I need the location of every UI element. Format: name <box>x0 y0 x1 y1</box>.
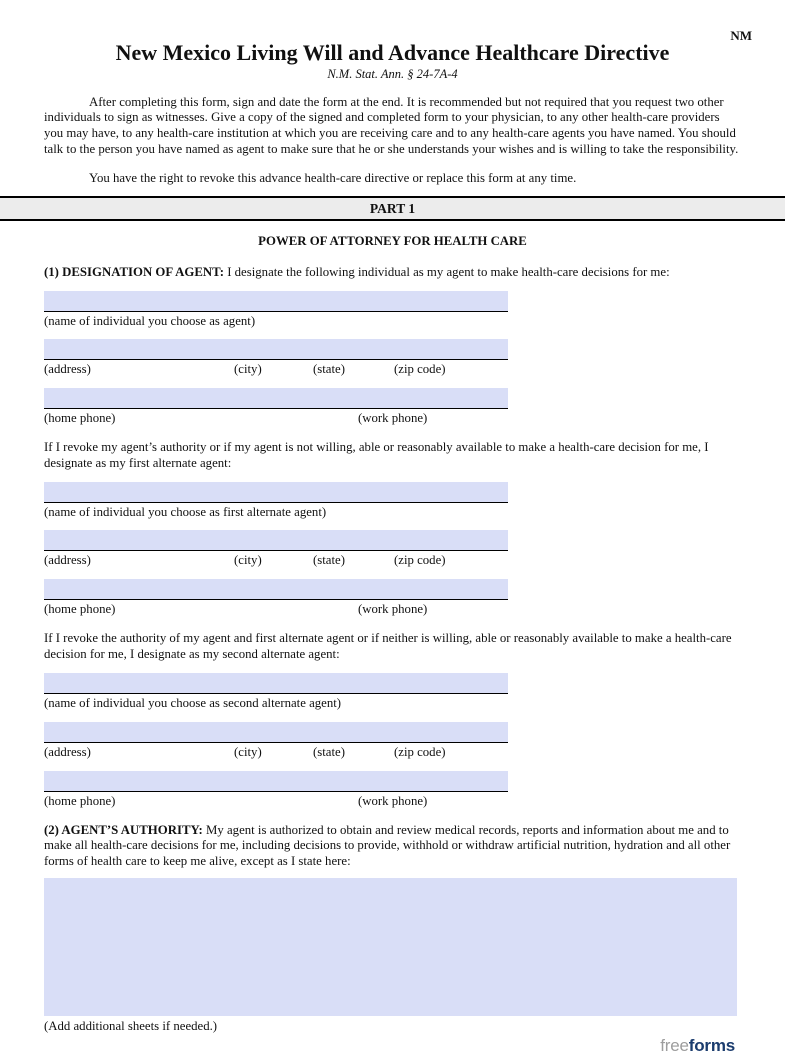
authority-exceptions-field[interactable] <box>44 878 737 1016</box>
home-phone-label: (home phone) <box>44 602 116 617</box>
agent-name-field[interactable] <box>44 291 508 312</box>
first-alternate-address-labels <box>44 553 524 569</box>
authority-paragraph <box>44 823 741 870</box>
second-alternate-address-field[interactable] <box>44 722 508 743</box>
authority-text: My agent is authorized to obtain and review medical records, reports and information about me and to make all health-care decisions for me, including decisions to provide, withhold or withdraw artificial nutrition, hydration and all other forms of health care to keep me alive, except as I state here: <box>44 822 731 868</box>
second-alternate-name-field[interactable] <box>44 673 508 694</box>
designation-paragraph <box>44 265 741 281</box>
state-label: (state) <box>313 553 345 568</box>
authority-heading: (2) AGENT’S AUTHORITY: <box>44 822 203 837</box>
intro-paragraph: After completing this form, sign and date the form at the end. It is recommended but not required that you request two other individuals to sign as witnesses. Give a copy of the signed and completed form to your physician, to any other health-care providers you may have, to any health-care institution at which you are receiving care and to any health-care agents you have named. You should talk to the person you have named as agent to make sure that he or she understands your wishes and is willing to take the responsibility. <box>44 94 739 156</box>
work-phone-label: (work phone) <box>358 602 428 617</box>
second-alternate-name-label: (name of individual you choose as second alternate agent) <box>44 695 342 710</box>
freeforms-logo <box>44 1038 735 1054</box>
revoke-paragraph: You have the right to revoke this advance health-care directive or replace this form at any time. <box>89 170 577 185</box>
additional-sheets-note: (Add additional sheets if needed.) <box>44 1018 218 1033</box>
logo-free-text: free <box>660 1036 689 1055</box>
first-alternate-paragraph: If I revoke my agent’s authority or if my agent is not willing, able or reasonably available to make a health-care decision for me, I designate as my first alternate agent: <box>44 440 709 471</box>
work-phone-label: (work phone) <box>358 411 428 426</box>
agent-phone-labels <box>44 411 524 427</box>
section-title: POWER OF ATTORNEY FOR HEALTH CARE <box>258 234 527 249</box>
statute-subtitle: N.M. Stat. Ann. § 24-7A-4 <box>327 67 458 81</box>
agent-address-labels <box>44 362 524 378</box>
city-label: (city) <box>234 553 262 568</box>
second-alternate-address-labels <box>44 745 524 761</box>
agent-address-field[interactable] <box>44 339 508 360</box>
work-phone-label: (work phone) <box>358 793 428 808</box>
zip-code-label: (zip code) <box>394 553 446 568</box>
address-label: (address) <box>44 553 91 568</box>
first-alternate-phone-field[interactable] <box>44 579 508 600</box>
agent-phone-field[interactable] <box>44 388 508 409</box>
state-tag: NM <box>730 28 752 43</box>
home-phone-label: (home phone) <box>44 411 116 426</box>
page-title: New Mexico Living Will and Advance Healthcare Directive <box>115 40 670 65</box>
second-alternate-phone-labels <box>44 794 524 810</box>
home-phone-label: (home phone) <box>44 793 116 808</box>
second-alternate-paragraph: If I revoke the authority of my agent and first alternate agent or if neither is willing, able or reasonably available to make a health-care decision for me, I designate as my second alternate agent: <box>44 631 732 662</box>
first-alternate-name-label: (name of individual you choose as first alternate agent) <box>44 504 327 519</box>
logo-forms-text: forms <box>688 1036 735 1055</box>
city-label: (city) <box>234 362 262 377</box>
address-label: (address) <box>44 744 91 759</box>
part1-header-label: PART 1 <box>369 201 416 217</box>
first-alternate-name-field[interactable] <box>44 482 508 503</box>
first-alternate-phone-labels <box>44 602 524 618</box>
agent-name-label: (name of individual you choose as agent) <box>44 313 256 328</box>
zip-code-label: (zip code) <box>394 744 446 759</box>
first-alternate-address-field[interactable] <box>44 530 508 551</box>
state-label: (state) <box>313 744 345 759</box>
designation-heading: (1) DESIGNATION OF AGENT: <box>44 264 224 279</box>
zip-code-label: (zip code) <box>394 362 446 377</box>
city-label: (city) <box>234 744 262 759</box>
second-alternate-phone-field[interactable] <box>44 771 508 792</box>
part1-header-bar <box>0 196 785 221</box>
address-label: (address) <box>44 362 91 377</box>
designation-text: I designate the following individual as my agent to make health-care decisions for me: <box>224 264 670 279</box>
state-label: (state) <box>313 362 345 377</box>
